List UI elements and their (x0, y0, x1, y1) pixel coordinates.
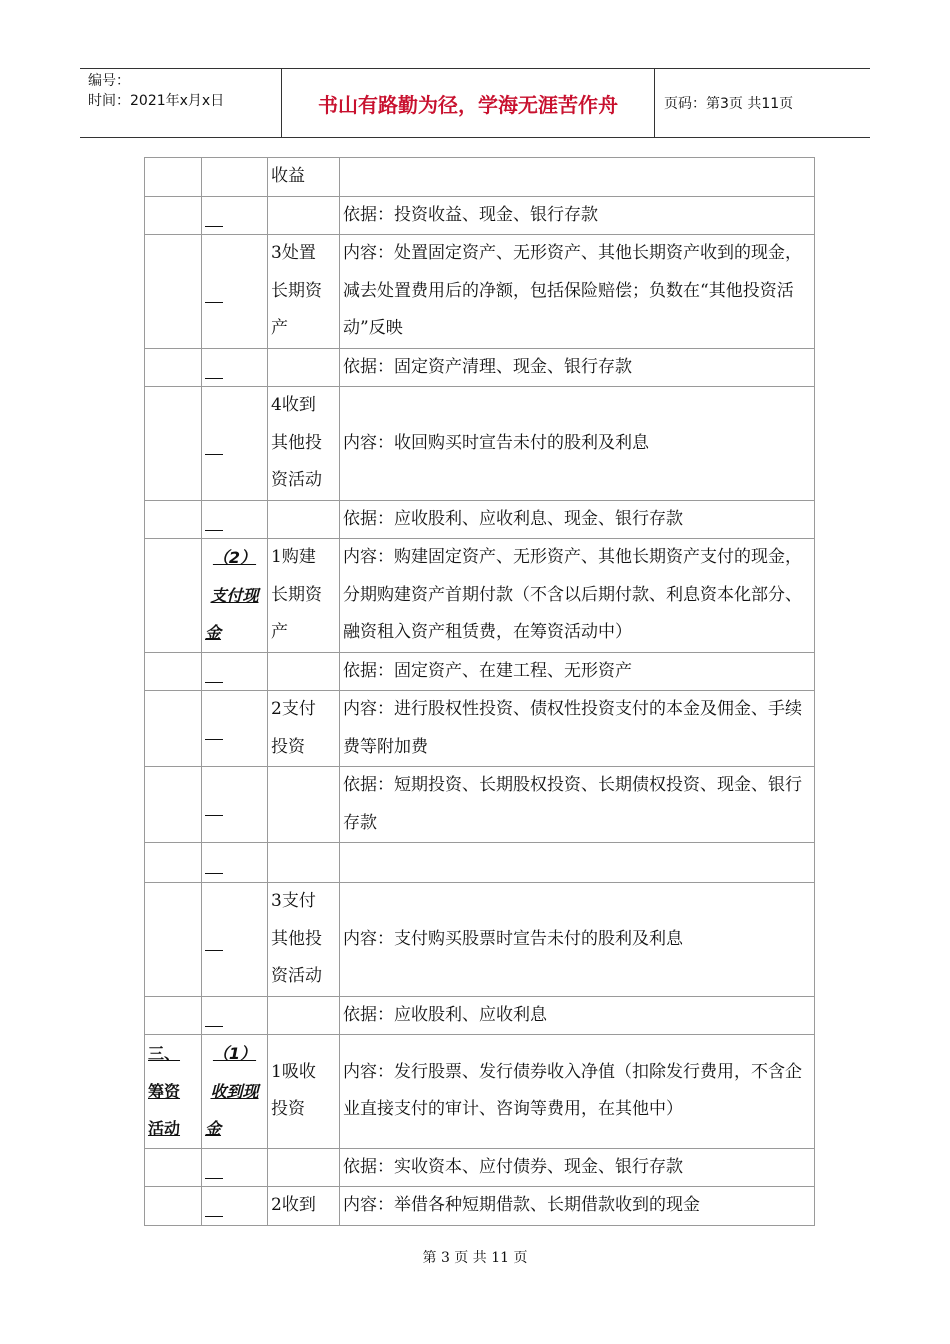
page-footer: 第 3 页 共 11 页 (422, 1250, 528, 1266)
content-text: 内容：进行股权性投资、债权性投资支付的本金及佣金、手续费等附加费 (340, 691, 815, 767)
blank-line (205, 928, 223, 951)
item-label (268, 883, 340, 997)
header-page-label: 页码：第3页 共11页 (664, 96, 794, 112)
label-line: 收到现 (210, 1081, 259, 1101)
basis-text: 依据：固定资产清理、现金、银行存款 (340, 348, 815, 387)
table-cell (202, 500, 268, 539)
label-line: 筹资 (148, 1081, 181, 1101)
blank-line (205, 204, 223, 227)
table-cell (268, 500, 340, 539)
table-cell (268, 652, 340, 691)
blank-line (205, 851, 223, 874)
label-line: 活动 (148, 1119, 181, 1138)
label-line: 4收到 (271, 395, 316, 415)
table-cell (202, 196, 268, 235)
table-row (145, 500, 815, 539)
label-line: 支付现 (210, 585, 259, 605)
table-cell (202, 652, 268, 691)
table-cell (268, 348, 340, 387)
document-date-label: 时间：2021年x月x日 (88, 93, 225, 109)
blank-line (205, 793, 223, 816)
content-text: 内容：购建固定资产、无形资产、其他长期资产支付的现金，分期购建资产首期付款（不含以后期付款、利息资本化部分、融资租入资产租赁费，在筹资活动中） (340, 539, 815, 653)
label-line: 产 (271, 318, 288, 338)
table-row (145, 196, 815, 235)
item-label (268, 235, 340, 349)
table-cell (268, 1148, 340, 1187)
label-line: 长期资 (271, 280, 322, 301)
table-row (145, 767, 815, 843)
table-cell (202, 235, 268, 349)
basis-text: 依据：应收股利、应收利息、现金、银行存款 (340, 500, 815, 539)
table-cell (145, 652, 202, 691)
label-line: 长期资 (271, 584, 322, 605)
table-cell (145, 883, 202, 997)
table-row (145, 235, 815, 349)
blank-line (205, 1194, 223, 1217)
table-cell (145, 539, 202, 653)
blank-line (205, 280, 223, 303)
section-label (145, 1035, 202, 1149)
table-cell (340, 843, 815, 883)
table-cell (145, 348, 202, 387)
content-text: 内容：发行股票、发行债券收入净值（扣除发行费用，不含企业直接支付的审计、咨询等费用，在其他中） (340, 1035, 815, 1149)
label-line: （2） (212, 548, 257, 567)
table-cell (145, 691, 202, 767)
content-text: 内容：举借各种短期借款、长期借款收到的现金 (340, 1187, 815, 1226)
label-line: 3支付 (271, 891, 316, 911)
table-row (145, 652, 815, 691)
table-row (145, 843, 815, 883)
table-cell (202, 158, 268, 197)
basis-text: 依据：短期投资、长期股权投资、长期债权投资、现金、银行存款 (340, 767, 815, 843)
label-line: 金 (205, 1119, 222, 1138)
table-cell (202, 767, 268, 843)
basis-text: 依据：应收股利、应收利息 (340, 996, 815, 1035)
table-cell (202, 883, 268, 997)
label-line: 2收到 (271, 1195, 316, 1215)
table-cell (268, 158, 340, 197)
table-cell (202, 348, 268, 387)
blank-line (205, 432, 223, 455)
table-row (145, 539, 815, 653)
table-row (145, 1187, 815, 1226)
table-cell (145, 1148, 202, 1187)
blank-line (205, 1004, 223, 1027)
table-cell (145, 500, 202, 539)
label-line: 其他投 (271, 928, 322, 949)
basis-text: 依据：投资收益、现金、银行存款 (340, 196, 815, 235)
table-cell (145, 1187, 202, 1226)
category-label (202, 539, 268, 653)
cash-flow-table (144, 157, 815, 1226)
blank-line (205, 660, 223, 683)
blank-line (205, 717, 223, 740)
table-row (145, 348, 815, 387)
table-cell (145, 158, 202, 197)
label-line: 1购建 (271, 547, 316, 567)
table-cell (268, 996, 340, 1035)
table-row (145, 158, 815, 197)
table-cell (145, 843, 202, 883)
table-cell (340, 158, 815, 197)
table-cell (202, 691, 268, 767)
table-cell (202, 996, 268, 1035)
label-line: 其他投 (271, 432, 322, 453)
header-motto: 书山有路勤为径，学海无涯苦作舟 (282, 69, 655, 137)
label-line: 产 (271, 622, 288, 642)
table-cell (145, 196, 202, 235)
label-line: 2支付 (271, 699, 316, 719)
label-line: 3处置 (271, 243, 316, 263)
table-row (145, 883, 815, 997)
blank-line (205, 508, 223, 531)
document-number-label: 编号： (88, 73, 130, 89)
content-text: 内容：支付购买股票时宣告未付的股利及利息 (340, 883, 815, 997)
table-cell (202, 387, 268, 501)
table-cell (145, 767, 202, 843)
basis-text: 依据：实收资本、应付债券、现金、银行存款 (340, 1148, 815, 1187)
table-cell (202, 1148, 268, 1187)
item-label (268, 387, 340, 501)
blank-line (205, 356, 223, 379)
label-line: 金 (205, 623, 222, 642)
table-cell (145, 387, 202, 501)
label-line: 1吸收 (271, 1061, 316, 1082)
label-line: 投资 (271, 736, 305, 757)
basis-text: 依据：固定资产、在建工程、无形资产 (340, 652, 815, 691)
table-cell (268, 767, 340, 843)
category-label (202, 1035, 268, 1149)
table-cell (145, 235, 202, 349)
label-line: 资活动 (271, 966, 322, 986)
table-cell (145, 996, 202, 1035)
table-row (145, 691, 815, 767)
header-meta (80, 69, 282, 137)
item-label (268, 1187, 340, 1226)
table-cell (202, 843, 268, 883)
label-line: 资活动 (271, 470, 322, 490)
page-header (80, 68, 870, 138)
blank-line (205, 1156, 223, 1179)
item-label (268, 691, 340, 767)
item-label (268, 1035, 340, 1149)
label-line: 三、 (148, 1044, 181, 1063)
content-text: 内容：处置固定资产、无形资产、其他长期资产收到的现金，减去处置费用后的净额，包括保险赔偿；负数在“其他投资活动”反映 (340, 235, 815, 349)
table-row (145, 387, 815, 501)
table-cell (268, 843, 340, 883)
label-line: 投资 (271, 1099, 305, 1120)
table-cell (202, 1187, 268, 1226)
item-label (268, 539, 340, 653)
item-label: 收益 (271, 166, 305, 186)
table-cell (268, 196, 340, 235)
table-row (145, 1148, 815, 1187)
content-text: 内容：收回购买时宣告未付的股利及利息 (340, 387, 815, 501)
table-row (145, 996, 815, 1035)
label-line: （1） (212, 1044, 257, 1063)
table-row (145, 1035, 815, 1149)
